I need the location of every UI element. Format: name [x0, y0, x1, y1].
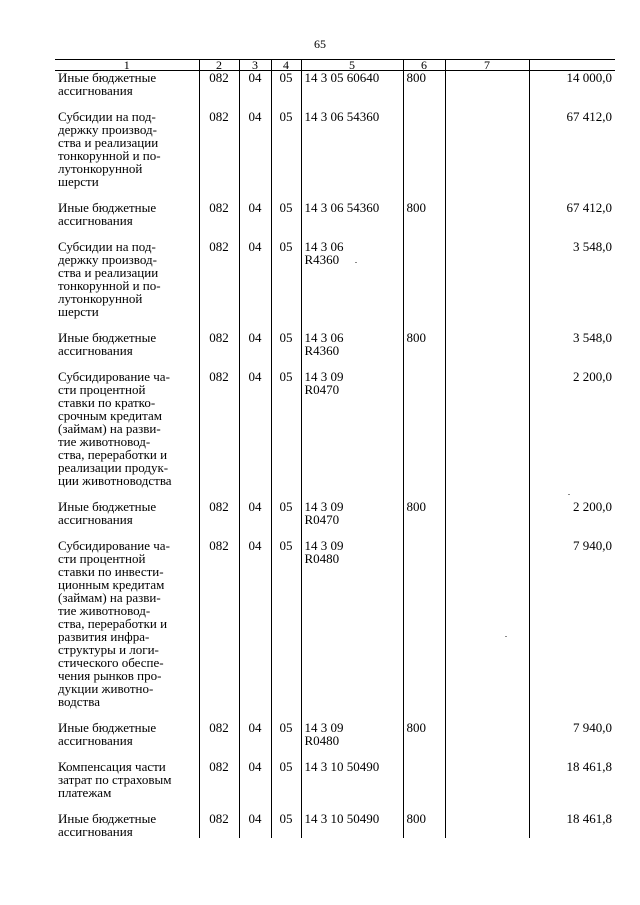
- amount-cell: [529, 201, 615, 240]
- row-name-cell-text: Иные бюджетные ассигнования: [58, 199, 157, 228]
- amount-cell: [529, 240, 615, 331]
- ministry-code-cell: [199, 201, 239, 240]
- table-row: [55, 201, 615, 240]
- target-article-cell: [301, 500, 403, 539]
- amount-cell: [529, 331, 615, 370]
- section-code-cell-text: 04: [248, 758, 262, 774]
- column-7-cell: [445, 812, 529, 838]
- ministry-code-cell-text: 082: [209, 498, 229, 514]
- ministry-code-cell-text: 082: [209, 537, 229, 553]
- target-article-cell: [301, 331, 403, 370]
- expense-type-cell: [403, 500, 445, 539]
- section-code-cell: [239, 721, 271, 760]
- target-article-cell: [301, 760, 403, 812]
- expense-type-cell-text: 800: [406, 70, 426, 85]
- amount-cell: [529, 370, 615, 500]
- subsection-code-cell: [271, 240, 301, 331]
- column-7-cell: [445, 500, 529, 539]
- section-code-cell-text: 04: [248, 368, 262, 384]
- page-number: 65: [314, 37, 326, 51]
- section-code-cell-text: 04: [248, 498, 262, 514]
- table-row: [55, 110, 615, 201]
- row-name-cell: [55, 331, 199, 370]
- target-article-cell: [301, 539, 403, 721]
- subsection-code-cell: [271, 110, 301, 201]
- expense-type-cell: [403, 71, 445, 110]
- row-name-cell: [55, 71, 199, 110]
- subsection-code-cell-text: 05: [279, 108, 293, 124]
- target-article-cell: [301, 812, 403, 838]
- column-7-cell: [445, 721, 529, 760]
- ministry-code-cell-text: 082: [209, 238, 229, 254]
- subsection-code-cell: [271, 370, 301, 500]
- target-article-cell-text: 14 3 10 50490: [304, 758, 380, 774]
- amount-cell: [529, 812, 615, 838]
- subsection-code-cell: [271, 812, 301, 838]
- scan-speck: [355, 262, 357, 263]
- target-article-cell-text: 14 3 09 R0480: [304, 719, 344, 748]
- target-article-cell-text: 14 3 09 R0480: [304, 537, 344, 566]
- row-name-cell: [55, 240, 199, 331]
- section-code-cell: [239, 812, 271, 838]
- column-7-cell: [445, 71, 529, 110]
- table-row: [55, 370, 615, 500]
- table-row: [55, 71, 615, 110]
- section-code-cell: [239, 201, 271, 240]
- row-name-cell: [55, 721, 199, 760]
- section-code-cell: [239, 110, 271, 201]
- row-name-cell-text: Иные бюджетные ассигнования: [58, 329, 157, 358]
- table-row: [55, 539, 615, 721]
- section-code-cell: [239, 760, 271, 812]
- ministry-code-cell-text: 082: [209, 810, 229, 826]
- table-row: [55, 760, 615, 812]
- target-article-cell: [301, 721, 403, 760]
- section-code-cell-text: 04: [248, 810, 262, 826]
- table-body: [55, 71, 615, 838]
- amount-cell-text: 18 461,8: [566, 758, 612, 774]
- target-article-cell-text: 14 3 06 54360: [304, 108, 380, 124]
- column-header: 6: [403, 60, 445, 71]
- target-article-cell: [301, 370, 403, 500]
- column-header: 5: [301, 60, 403, 71]
- ministry-code-cell: [199, 539, 239, 721]
- amount-cell: [529, 71, 615, 110]
- target-article-cell-text: 14 3 10 50490: [304, 810, 380, 826]
- table-header: [55, 60, 615, 71]
- column-7-cell: [445, 331, 529, 370]
- ministry-code-cell: [199, 370, 239, 500]
- row-name-cell: [55, 539, 199, 721]
- ministry-code-cell-text: 082: [209, 758, 229, 774]
- expense-type-cell: [403, 760, 445, 812]
- scan-speck: [505, 636, 507, 637]
- section-code-cell: [239, 240, 271, 331]
- column-header: 7: [445, 60, 529, 71]
- amount-cell-text: 2 200,0: [573, 368, 612, 384]
- ministry-code-cell: [199, 71, 239, 110]
- subsection-code-cell: [271, 331, 301, 370]
- expense-type-cell-text: 800: [406, 498, 426, 514]
- target-article-cell-text: 14 3 09 R0470: [304, 498, 344, 527]
- section-code-cell: [239, 539, 271, 721]
- subsection-code-cell-text: 05: [279, 199, 293, 215]
- expense-type-cell: [403, 539, 445, 721]
- column-header: 4: [271, 60, 301, 71]
- column-7-cell: [445, 240, 529, 331]
- ministry-code-cell-text: 082: [209, 368, 229, 384]
- ministry-code-cell-text: 082: [209, 70, 229, 85]
- row-name-cell-text: Субсидии на под- держку производ- ства и реализации тонкорунной и по- лутонкорунной шерсти: [58, 108, 161, 189]
- section-code-cell-text: 04: [248, 329, 262, 345]
- amount-cell: [529, 760, 615, 812]
- row-name-cell: [55, 370, 199, 500]
- expense-type-cell-text: 800: [406, 329, 426, 345]
- subsection-code-cell-text: 05: [279, 810, 293, 826]
- expense-type-cell: [403, 240, 445, 331]
- expense-type-cell: [403, 110, 445, 201]
- target-article-cell-text: 14 3 06 54360: [304, 199, 380, 215]
- amount-cell-text: 14 000,0: [566, 70, 612, 85]
- table-row: [55, 721, 615, 760]
- amount-cell: [529, 721, 615, 760]
- subsection-code-cell-text: 05: [279, 368, 293, 384]
- subsection-code-cell: [271, 500, 301, 539]
- ministry-code-cell: [199, 240, 239, 331]
- section-code-cell: [239, 331, 271, 370]
- ministry-code-cell-text: 082: [209, 199, 229, 215]
- ministry-code-cell: [199, 721, 239, 760]
- ministry-code-cell: [199, 110, 239, 201]
- amount-cell-text: 67 412,0: [566, 199, 612, 215]
- target-article-cell: [301, 71, 403, 110]
- table-row: [55, 500, 615, 539]
- row-name-cell-text: Иные бюджетные ассигнования: [58, 810, 157, 839]
- expense-type-cell: [403, 812, 445, 838]
- subsection-code-cell-text: 05: [279, 70, 293, 85]
- ministry-code-cell-text: 082: [209, 108, 229, 124]
- column-header: [529, 60, 615, 71]
- amount-cell-text: 3 548,0: [573, 329, 612, 345]
- target-article-cell-text: 14 3 06 R4360: [304, 329, 344, 358]
- row-name-cell-text: Иные бюджетные ассигнования: [58, 719, 157, 748]
- amount-cell-text: 18 461,8: [566, 810, 612, 826]
- section-code-cell: [239, 500, 271, 539]
- target-article-cell: [301, 201, 403, 240]
- column-7-cell: [445, 370, 529, 500]
- section-code-cell-text: 04: [248, 719, 262, 735]
- row-name-cell: [55, 760, 199, 812]
- row-name-cell-text: Иные бюджетные ассигнования: [58, 70, 157, 98]
- amount-cell-text: 2 200,0: [573, 498, 612, 514]
- expense-type-cell: [403, 331, 445, 370]
- ministry-code-cell-text: 082: [209, 719, 229, 735]
- target-article-cell-text: 14 3 05 60640: [304, 70, 380, 85]
- table-row: [55, 240, 615, 331]
- section-code-cell: [239, 370, 271, 500]
- target-article-cell-text: 14 3 09 R0470: [304, 368, 344, 397]
- amount-cell: [529, 500, 615, 539]
- column-header: 2: [199, 60, 239, 71]
- row-name-cell-text: Иные бюджетные ассигнования: [58, 498, 157, 527]
- budget-table: [55, 59, 615, 838]
- ministry-code-cell-text: 082: [209, 329, 229, 345]
- section-code-cell-text: 04: [248, 70, 262, 85]
- expense-type-cell-text: 800: [406, 719, 426, 735]
- subsection-code-cell-text: 05: [279, 329, 293, 345]
- column-7-cell: [445, 760, 529, 812]
- subsection-code-cell: [271, 71, 301, 110]
- expense-type-cell: [403, 201, 445, 240]
- subsection-code-cell-text: 05: [279, 537, 293, 553]
- column-7-cell: [445, 539, 529, 721]
- subsection-code-cell: [271, 201, 301, 240]
- subsection-code-cell-text: 05: [279, 238, 293, 254]
- row-name-cell: [55, 201, 199, 240]
- scan-speck: [568, 494, 570, 495]
- amount-cell-text: 3 548,0: [573, 238, 612, 254]
- column-7-cell: [445, 110, 529, 201]
- table-row: [55, 812, 615, 838]
- row-name-cell-text: Компенсация части затрат по страховым платежам: [58, 758, 172, 800]
- table-row: [55, 331, 615, 370]
- column-header: 1: [55, 60, 199, 71]
- amount-cell-text: 7 940,0: [573, 537, 612, 553]
- amount-cell-text: 7 940,0: [573, 719, 612, 735]
- ministry-code-cell: [199, 331, 239, 370]
- amount-cell: [529, 110, 615, 201]
- target-article-cell: [301, 240, 403, 331]
- ministry-code-cell: [199, 760, 239, 812]
- section-code-cell-text: 04: [248, 238, 262, 254]
- target-article-cell: [301, 110, 403, 201]
- amount-cell: [529, 539, 615, 721]
- expense-type-cell-text: 800: [406, 199, 426, 215]
- row-name-cell-text: Субсидирование ча- сти процентной ставки по кратко- срочным кредитам (займам) на разви- тие животновод- ства, переработки и реализации продук- ции животноводства: [58, 368, 172, 488]
- section-code-cell-text: 04: [248, 108, 262, 124]
- row-name-cell: [55, 500, 199, 539]
- expense-type-cell: [403, 370, 445, 500]
- expense-type-cell-text: 800: [406, 810, 426, 826]
- column-7-cell: [445, 201, 529, 240]
- subsection-code-cell-text: 05: [279, 719, 293, 735]
- expense-type-cell: [403, 721, 445, 760]
- column-header: 3: [239, 60, 271, 71]
- subsection-code-cell: [271, 721, 301, 760]
- section-code-cell: [239, 71, 271, 110]
- row-name-cell: [55, 812, 199, 838]
- row-name-cell-text: Субсидии на под- держку производ- ства и реализации тонкорунной и по- лутонкорунной шерсти: [58, 238, 161, 319]
- subsection-code-cell-text: 05: [279, 758, 293, 774]
- row-name-cell-text: Субсидирование ча- сти процентной ставки по инвести- ционным кредитам (займам) на разви- тие животновод- ства, переработки и развития инфра- структуры и логи- стического обеспе- чения рынков про- дукции животно- водства: [58, 537, 170, 709]
- section-code-cell-text: 04: [248, 537, 262, 553]
- ministry-code-cell: [199, 500, 239, 539]
- subsection-code-cell-text: 05: [279, 498, 293, 514]
- section-code-cell-text: 04: [248, 199, 262, 215]
- ministry-code-cell: [199, 812, 239, 838]
- subsection-code-cell: [271, 539, 301, 721]
- row-name-cell: [55, 110, 199, 201]
- amount-cell-text: 67 412,0: [566, 108, 612, 124]
- subsection-code-cell: [271, 760, 301, 812]
- target-article-cell-text: 14 3 06 R4360: [304, 238, 344, 267]
